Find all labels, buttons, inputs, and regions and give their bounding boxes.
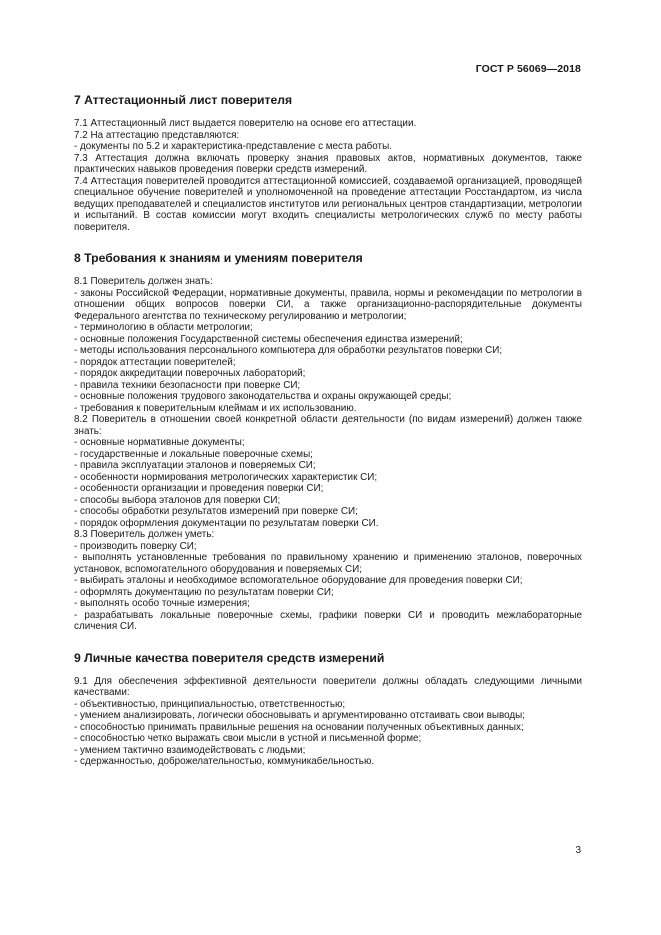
paragraph: 8.2 Поверитель в отношении своей конкретной области деятельности (по видам измерений) должен также знать:: [74, 414, 582, 437]
section-body: [74, 276, 582, 633]
paragraph: - порядок аккредитации поверочных лабораторий;: [74, 368, 306, 379]
paragraph: - особенности нормирования метрологических характеристик СИ;: [74, 471, 378, 483]
paragraph: - выполнять установленные требования по правильному хранению и применению эталонов, поверочных установок, вспомогательного оборудования и поверяемых СИ;: [74, 552, 582, 575]
section-7: [74, 93, 582, 233]
paragraph: 7.3 Аттестация должна включать проверку знания правовых актов, нормативных документов, также практических навыков проведения поверки средств измерений.: [74, 152, 582, 175]
paragraph: 7.1 Аттестационный лист выдается поверителю на основе его аттестации.: [74, 118, 417, 129]
paragraph: - основные положения Государственной системы обеспечения единства измерений;: [74, 333, 463, 345]
paragraph: - порядок аттестации поверителей;: [74, 356, 236, 368]
section-title: 9 Личные качества поверителя средств измерений: [74, 650, 385, 665]
paragraph: - оформлять документацию по результатам поверки СИ;: [74, 586, 334, 598]
paragraph: 9.1 Для обеспечения эффективной деятельности поверители должны обладать следующими личными качествами:: [74, 675, 582, 698]
section-title: 7 Аттестационный лист поверителя: [74, 93, 293, 107]
section-body: [74, 676, 582, 768]
page-number: 3: [575, 845, 581, 856]
paragraph: - сдержанностью, доброжелательностью, коммуникабельностью.: [74, 756, 375, 767]
paragraph: - документы по 5.2 и характеристика-представление с места работы.: [74, 141, 392, 152]
paragraph: 8.3 Поверитель должен уметь:: [74, 529, 215, 540]
document-code: ГОСТ Р 56069—2018: [475, 63, 581, 75]
paragraph: - разрабатывать локальные поверочные схемы, графики поверки СИ и проводить межлабораторные сличения СИ.: [74, 609, 582, 632]
paragraph: 7.4 Аттестация поверителей проводится аттестационной комиссией, создаваемой организацией, проводящей специальное обучение поверителей и уполномоченной на проведение аттестации Росстандартом, из числа ведущих преподавателей и специалистов институтов или региональных центров стандартизации, метрологии и испытаний. В состав комиссии могут входить специалисты метрологических служб по месту работы поверителя.: [74, 175, 582, 233]
paragraph: - правила эксплуатации эталонов и поверяемых СИ;: [74, 460, 316, 471]
paragraph: - производить поверку СИ;: [74, 540, 197, 552]
paragraph: - правила техники безопасности при поверке СИ;: [74, 379, 301, 391]
paragraph: - умением анализировать, логически обосновывать и аргументированно отстаивать свои выводы;: [74, 710, 526, 721]
paragraph: - выбирать эталоны и необходимое вспомогательное оборудование для проведения поверки СИ;: [74, 575, 523, 586]
section-body: [74, 118, 582, 233]
paragraph: - способы обработки результатов измерений при поверке СИ;: [74, 506, 358, 517]
paragraph: - выполнять особо точные измерения;: [74, 598, 250, 609]
paragraph: - требования к поверительным клеймам и их использованию.: [74, 402, 357, 414]
paragraph: - государственные и локальные поверочные схемы;: [74, 448, 313, 460]
paragraph: - методы использования персонального компьютера для обработки результатов поверки СИ;: [74, 345, 503, 356]
paragraph: - основные нормативные документы;: [74, 437, 245, 448]
paragraph: 8.1 Поверитель должен знать:: [74, 276, 213, 287]
paragraph: - способностью четко выражать свои мысли в устной и письменной форме;: [74, 733, 422, 744]
paragraph: - умением тактично взаимодействовать с людьми;: [74, 744, 306, 756]
section-title: 8 Требования к знаниям и умениям поверителя: [74, 251, 363, 265]
paragraph: - основные положения трудового законодательства и охраны окружающей среды;: [74, 391, 452, 402]
paragraph: - способностью принимать правильные решения на основании полученных объективных данных;: [74, 721, 524, 733]
paragraph: 7.2 На аттестацию представляются:: [74, 129, 240, 141]
paragraph: - терминологию в области метрологии;: [74, 322, 253, 333]
section-8: [74, 251, 582, 633]
paragraph: - способы выбора эталонов для поверки СИ;: [74, 494, 281, 506]
section-9: [74, 651, 582, 768]
paragraph: - порядок оформления документации по результатам поверки СИ.: [74, 517, 379, 529]
paragraph: - законы Российской Федерации, нормативные документы, правила, нормы и рекомендации по метрологии в отношении общих вопросов поверки СИ, а также организационно-распорядительные документы Федерального агентства по техническому регулированию и метрологии;: [74, 287, 582, 322]
document-content: [74, 93, 582, 768]
paragraph: - объективностью, принципиальностью, ответственностью;: [74, 698, 346, 710]
paragraph: - особенности организации и проведения поверки СИ;: [74, 483, 324, 494]
